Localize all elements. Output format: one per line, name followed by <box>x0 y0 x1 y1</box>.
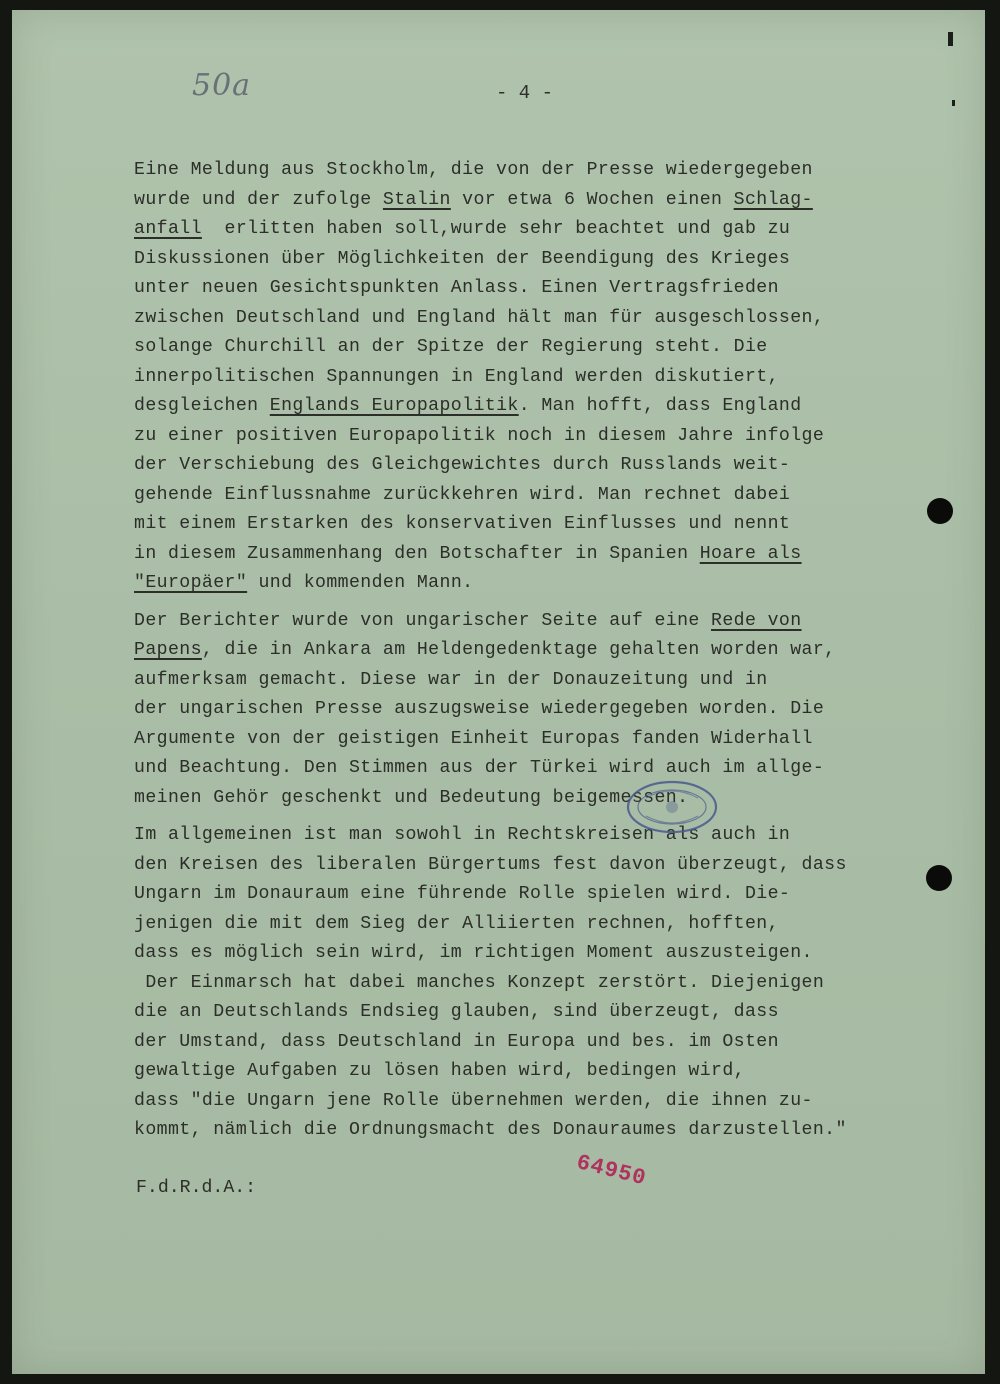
text-line <box>134 695 894 725</box>
text-segment: gehende Einflussnahme zurückkehren wird. Man rechnet dabei <box>134 484 791 505</box>
text-line <box>134 1087 894 1117</box>
text-line <box>134 754 894 784</box>
text-segment: die an Deutschlands Endsieg glauben, sind überzeugt, dass <box>134 1002 779 1022</box>
handwritten-page-number: 50a <box>192 68 252 103</box>
text-line <box>134 156 894 186</box>
text-line <box>134 274 894 304</box>
text-segment: Der Berichter wurde von ungarischer Seite auf eine <box>134 610 712 631</box>
text-line <box>134 422 894 452</box>
signoff: F.d.R.d.A.: <box>136 1178 257 1198</box>
text-segment: vor etwa 6 Wochen einen <box>450 189 734 210</box>
paragraph-gap <box>134 599 894 607</box>
text-line <box>134 939 894 969</box>
text-line <box>134 215 894 245</box>
body-text <box>134 156 894 1146</box>
text-line <box>134 304 894 334</box>
text-segment: innerpolitischen Spannungen in England werden diskutiert, <box>134 366 779 387</box>
text-line <box>134 451 894 481</box>
punch-hole-top <box>927 498 953 524</box>
underlined-text: "Europäer" <box>134 573 248 593</box>
round-stamp-icon <box>624 778 720 836</box>
underlined-text: Stalin <box>382 189 451 210</box>
text-line <box>134 1028 894 1058</box>
text-segment: kommt, nämlich die Ordnungsmacht des Donauraumes darzustellen." <box>134 1120 847 1140</box>
text-segment: desgleichen <box>134 396 270 416</box>
corner-mark <box>948 32 953 46</box>
text-line <box>134 1116 894 1146</box>
text-line <box>134 969 894 999</box>
text-line <box>134 725 894 755</box>
text-segment: zu einer positiven Europapolitik noch in diesem Jahre infolge <box>134 425 825 446</box>
corner-mark <box>952 100 955 106</box>
text-segment: Der Einmarsch hat dabei manches Konzept zerstört. Diejenigen <box>134 972 825 993</box>
text-line <box>134 186 894 216</box>
text-line <box>134 333 894 363</box>
text-line <box>134 821 894 851</box>
text-line <box>134 392 894 422</box>
text-line <box>134 540 894 570</box>
text-segment: . Man hofft, dass England <box>518 396 802 416</box>
page-number: - 4 - <box>496 82 554 104</box>
text-segment: mit einem Erstarken des konservativen Einflusses und nennt <box>134 514 791 534</box>
text-line <box>134 245 894 275</box>
text-segment: aufmerksam gemacht. Diese war in der Donauzeitung und in <box>134 669 768 690</box>
paragraph-gap <box>134 813 894 821</box>
text-line <box>134 880 894 910</box>
stamp-number: 64950 <box>573 1150 649 1192</box>
text-line <box>134 363 894 393</box>
text-segment: dass es möglich sein wird, im richtigen Moment auszusteigen. <box>134 943 813 963</box>
text-line <box>134 998 894 1028</box>
text-line <box>134 666 894 696</box>
text-line <box>134 1057 894 1087</box>
text-line <box>134 481 894 511</box>
text-segment: der ungarischen Presse auszugsweise wiedergegeben worden. Die <box>134 699 825 719</box>
underlined-text: Papens <box>134 640 202 660</box>
text-segment: Im allgemeinen ist man sowohl in Rechtskreisen als auch in <box>134 825 791 845</box>
text-segment: solange Churchill an der Spitze der Regierung steht. Die <box>134 337 768 357</box>
text-segment: Diskussionen über Möglichkeiten der Beendigung des Krieges <box>134 248 791 269</box>
underlined-text: Rede von <box>711 610 802 631</box>
text-line <box>134 569 894 599</box>
text-segment: , die in Ankara am Heldengedenktage gehalten worden war, <box>201 640 836 660</box>
text-segment: und kommenden Mann. <box>247 573 474 593</box>
text-line <box>134 851 894 881</box>
text-segment: meinen Gehör geschenkt und Bedeutung beigemessen. <box>134 787 689 808</box>
text-segment: und Beachtung. Den Stimmen aus der Türkei wird auch im allge- <box>134 758 825 778</box>
text-line <box>134 636 894 666</box>
punch-hole-bottom <box>926 865 952 891</box>
text-segment: zwischen Deutschland und England hält man für ausgeschlossen, <box>134 307 825 328</box>
text-segment: Ungarn im Donauraum eine führende Rolle spielen wird. Die- <box>134 884 791 904</box>
text-line <box>134 910 894 940</box>
text-segment: gewaltige Aufgaben zu lösen haben wird, bedingen wird, <box>134 1061 745 1081</box>
text-line <box>134 784 894 814</box>
text-line <box>134 607 894 637</box>
text-segment: in diesem Zusammenhang den Botschafter in Spanien <box>134 543 700 564</box>
text-segment: der Verschiebung des Gleichgewichtes durch Russlands weit- <box>134 455 791 475</box>
text-segment: dass "die Ungarn jene Rolle übernehmen werden, die ihnen zu- <box>134 1090 813 1111</box>
text-segment: erlitten haben soll,wurde sehr beachtet und gab zu <box>201 219 791 239</box>
text-segment: Argumente von der geistigen Einheit Europas fanden Widerhall <box>134 728 813 749</box>
underlined-text: Schlag- <box>733 189 813 210</box>
text-segment: wurde und der zufolge <box>134 189 383 210</box>
text-segment: unter neuen Gesichtspunkten Anlass. Einen Vertragsfrieden <box>134 278 779 298</box>
text-segment: Eine Meldung aus Stockholm, die von der Presse wiedergegeben <box>134 160 813 180</box>
document-page <box>12 10 985 1374</box>
text-segment: der Umstand, dass Deutschland in Europa und bes. im Osten <box>134 1031 779 1052</box>
underlined-text: Englands Europapolitik <box>269 396 519 416</box>
text-segment: jenigen die mit dem Sieg der Alliierten rechnen, hofften, <box>134 913 779 934</box>
text-segment: den Kreisen des liberalen Bürgertums fest davon überzeugt, dass <box>134 854 847 875</box>
text-line <box>134 510 894 540</box>
underlined-text: anfall <box>134 219 202 239</box>
underlined-text: Hoare als <box>699 543 802 564</box>
